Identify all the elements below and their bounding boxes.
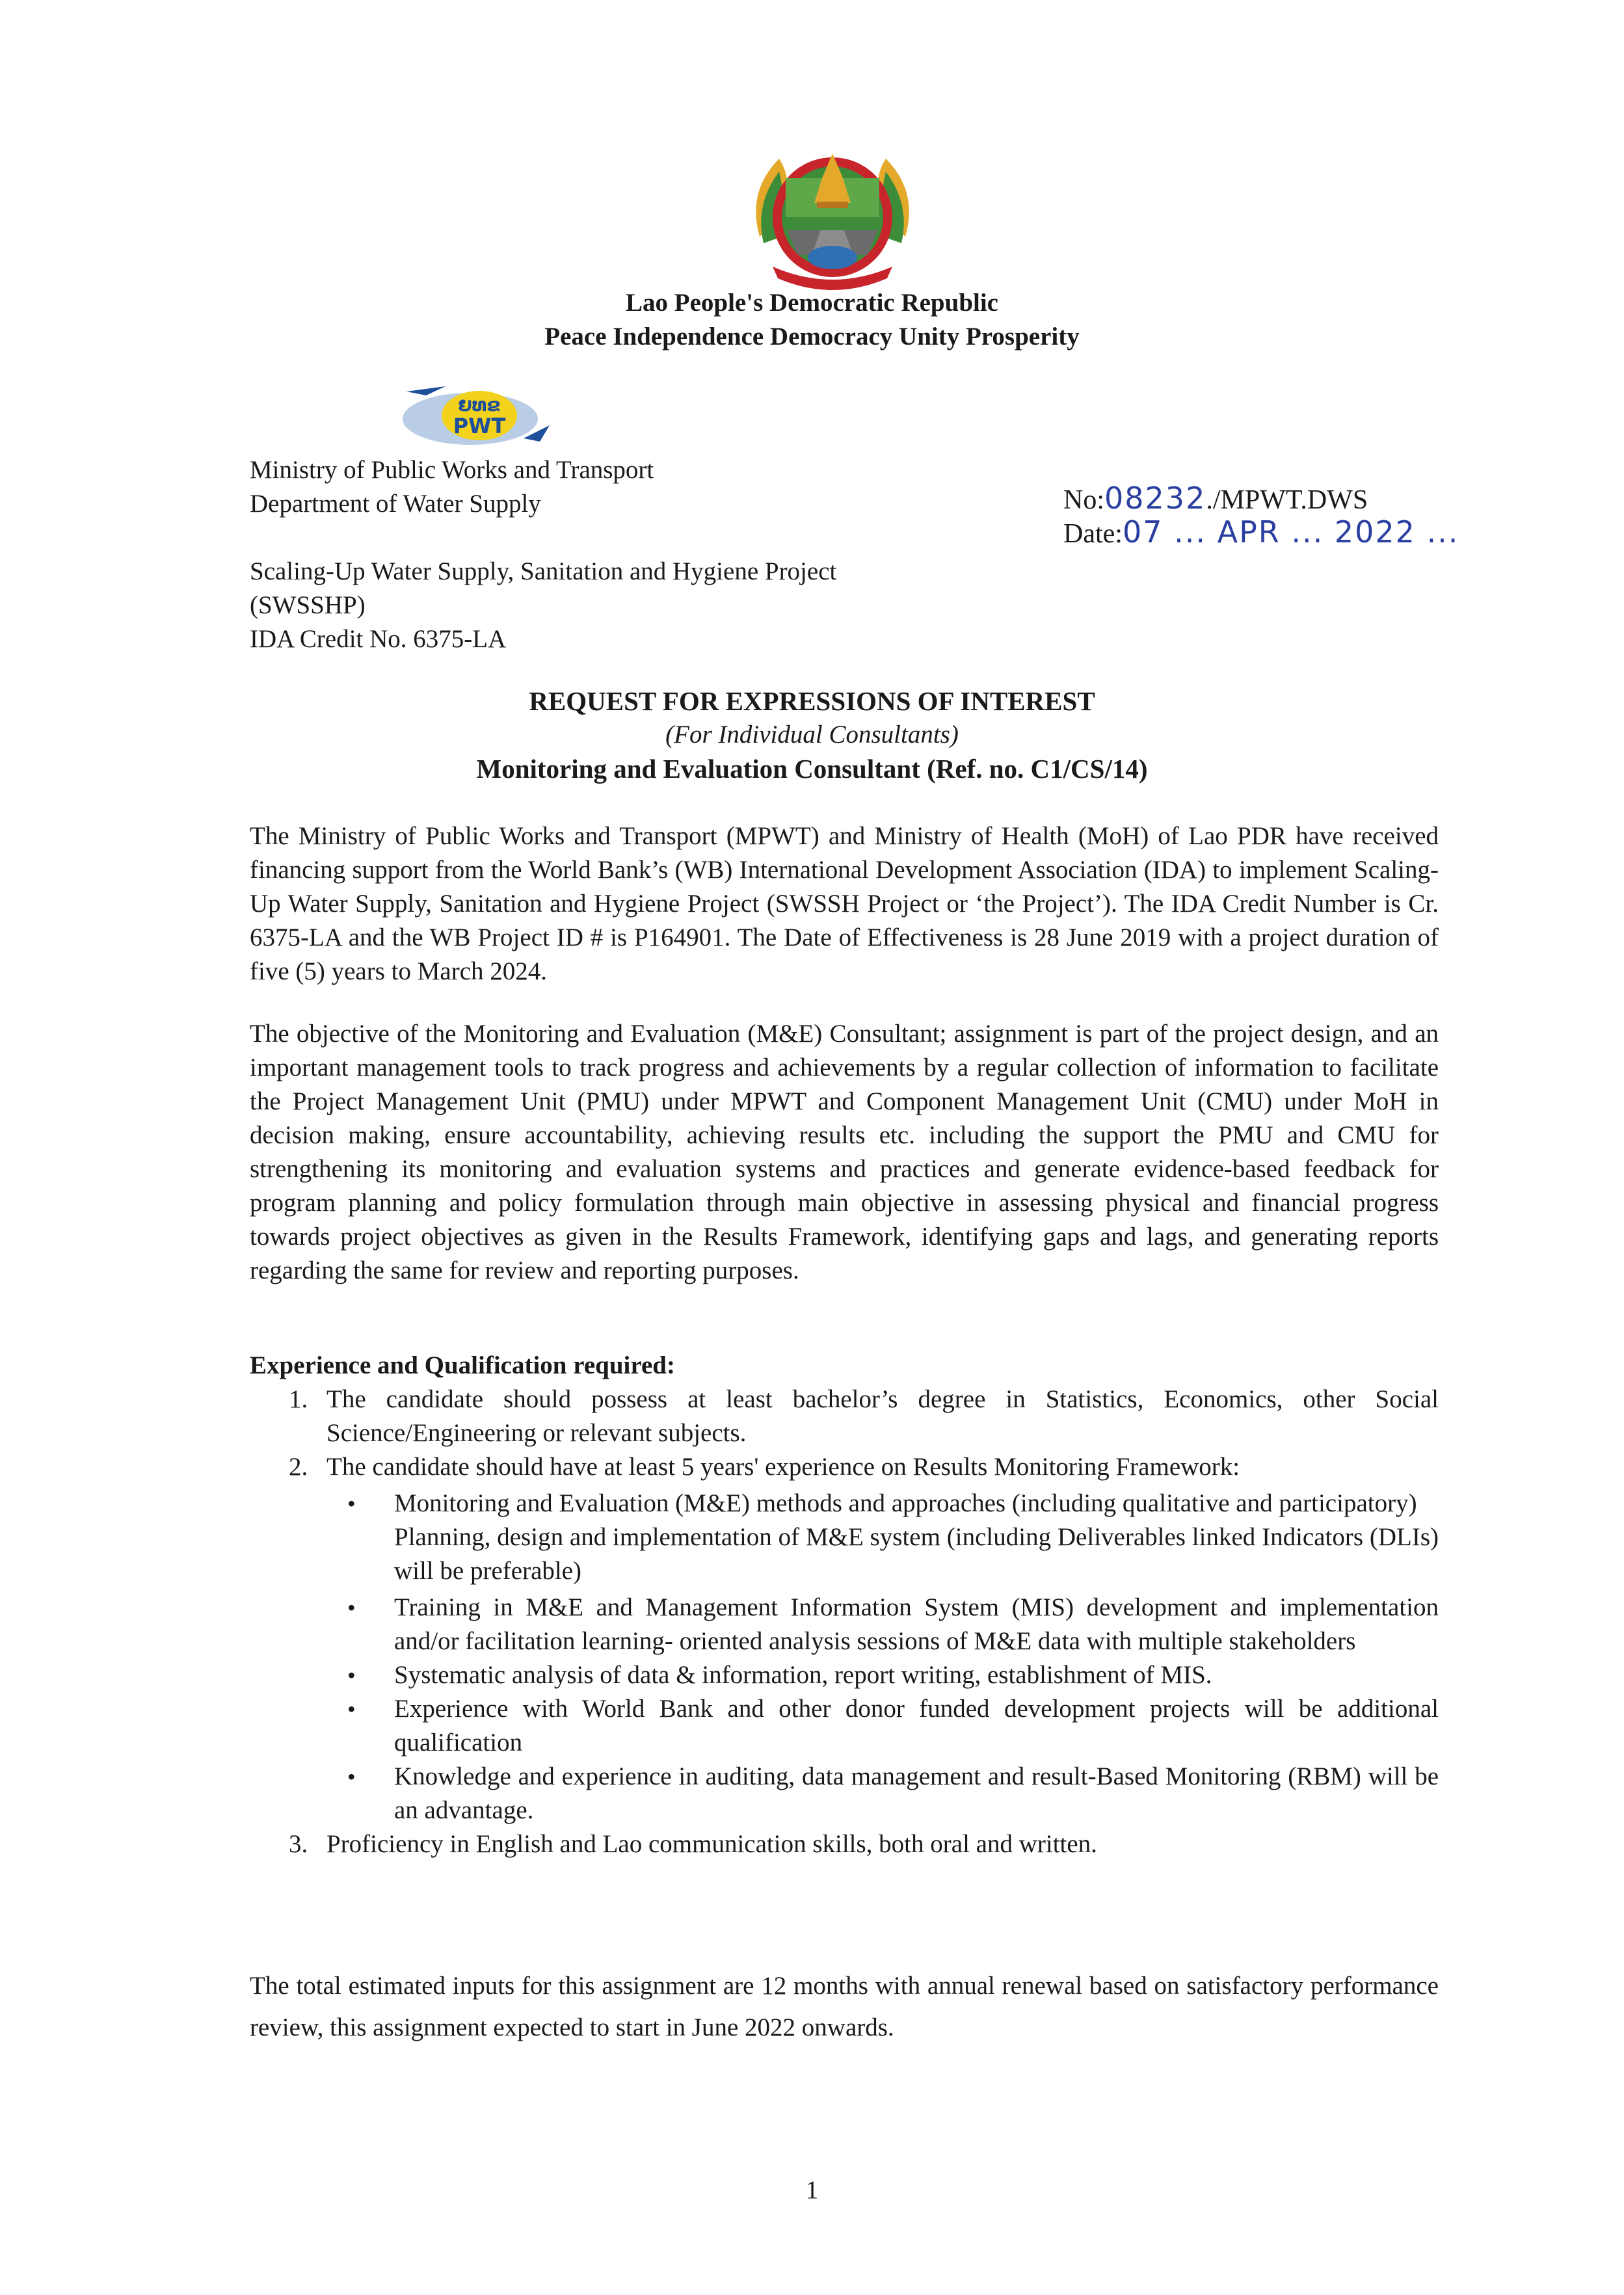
reference-number-suffix: ./MPWT.DWS [1206,485,1368,515]
pwt-logo-text: PWT [453,414,506,438]
bullet-text: Experience with World Bank and other donor funded development projects will be additional qualification [394,1695,1439,1757]
bullet-icon: • [347,1696,356,1722]
experience-bullet [250,1692,1439,1760]
bullet-icon: • [347,1595,356,1621]
requirement-text: The candidate should have at least 5 years' experience on Results Monitoring Framework: [326,1453,1240,1481]
bullet-text: Training in M&E and Management Information System (MIS) development and implementation and/or facilitation learning- oriented analysis sessions of M&E data with multiple stakeholders [394,1593,1439,1655]
department-name: Department of Water Supply [250,490,541,518]
reference-date-label: Date: [1063,519,1123,549]
requirement-number: 1. [289,1385,308,1413]
experience-bullet [250,1760,1439,1827]
bullet-text: Systematic analysis of data & information, report writing, establishment of MIS. [394,1661,1212,1689]
requirements-heading: Experience and Qualification required: [250,1351,675,1379]
requirements-section [250,1349,1439,1861]
requirement-text: Proficiency in English and Lao communication skills, both oral and written. [326,1830,1097,1858]
lao-national-emblem [740,139,925,290]
bullet-text: Monitoring and Evaluation (M&E) methods and approaches (including qualitative and participatory) [394,1489,1417,1517]
paragraph-background: The Ministry of Public Works and Transport (MPWT) and Ministry of Health (MoH) of Lao PDR have received financing support from the World Bank’s (WB) International Development Association (IDA) to implement Scaling-Up Water Supply, Sanitation and Hygiene Project (SWSSH Project or ‘the Project’). The IDA Credit Number is Cr. 6375-LA and the WB Project ID # is P164901. The Date of Effectiveness is 28 June 2019 with a project duration of five (5) years to March 2024. [250,822,1439,985]
requirement-item-3 [250,1827,1439,1861]
requirement-item-1 [250,1383,1439,1450]
bullet-icon: • [347,1764,356,1790]
bullet-text: Knowledge and experience in auditing, data management and result-Based Monitoring (RBM) will be an advantage. [394,1762,1439,1824]
requirement-number: 2. [289,1453,308,1481]
document-title: REQUEST FOR EXPRESSIONS OF INTEREST [529,686,1095,716]
position-title: Monitoring and Evaluation Consultant (Ref. no. C1/CS/14) [476,754,1148,784]
reference-number-handwritten: 08232 [1104,481,1206,516]
project-name: Scaling-Up Water Supply, Sanitation and Hygiene Project [250,557,837,585]
bullet-icon: • [347,1662,356,1688]
ida-credit-number: IDA Credit No. 6375-LA [250,625,507,653]
document-subtitle: (For Individual Consultants) [665,721,959,749]
reference-date [1063,515,1459,551]
national-motto: Peace Independence Democracy Unity Prosperity [544,323,1080,351]
paragraph-estimated-inputs: The total estimated inputs for this assignment are 12 months with annual renewal based on satisfactory performance review, this assignment expected to start in June 2022 onwards. [250,1972,1439,2041]
paragraph-objective: The objective of the Monitoring and Evaluation (M&E) Consultant; assignment is part of the project design, and an important management tools to track progress and achievements by a regular collection of information to facilitate the Project Management Unit (PMU) under MPWT and Component Management Unit (CMU) under MoH in decision making, ensure accountability, achieving results etc. including the support the PMU and CMU for strengthening its monitoring and evaluation systems and practices and generate evidence-based feedback for program planning and policy formulation through main objective in assessing physical and financial progress towards project objectives as given in the Results Framework, identifying gaps and lags, and generating reports regarding the same for review and reporting purposes. [250,1020,1439,1284]
reference-number-label: No: [1063,485,1104,515]
requirement-number: 3. [289,1830,308,1858]
requirement-text: The candidate should possess at least bachelor’s degree in Statistics, Economics, other Social Science/Engineering or relevant subjects. [326,1385,1439,1447]
page-number: 1 [805,2176,819,2204]
reference-number [1063,481,1368,517]
country-name: Lao People's Democratic Republic [626,289,998,317]
project-abbreviation: (SWSSHP) [250,591,366,619]
experience-bullet [250,1487,1439,1520]
pwt-logo-lao-text: ຍທຂ [458,394,501,416]
ministry-name: Ministry of Public Works and Transport [250,456,654,484]
experience-bullet [250,1658,1439,1692]
requirement-item-2 [250,1450,1439,1484]
bullet-continuation: Planning, design and implementation of M&E system (including Deliverables linked Indicators (DLIs) will be preferable) [394,1523,1439,1585]
experience-bullet [250,1591,1439,1658]
bullet-icon: • [347,1491,356,1517]
pwt-logo [393,380,559,451]
reference-date-handwritten: 07 ... APR ... 2022 ... [1122,514,1459,550]
